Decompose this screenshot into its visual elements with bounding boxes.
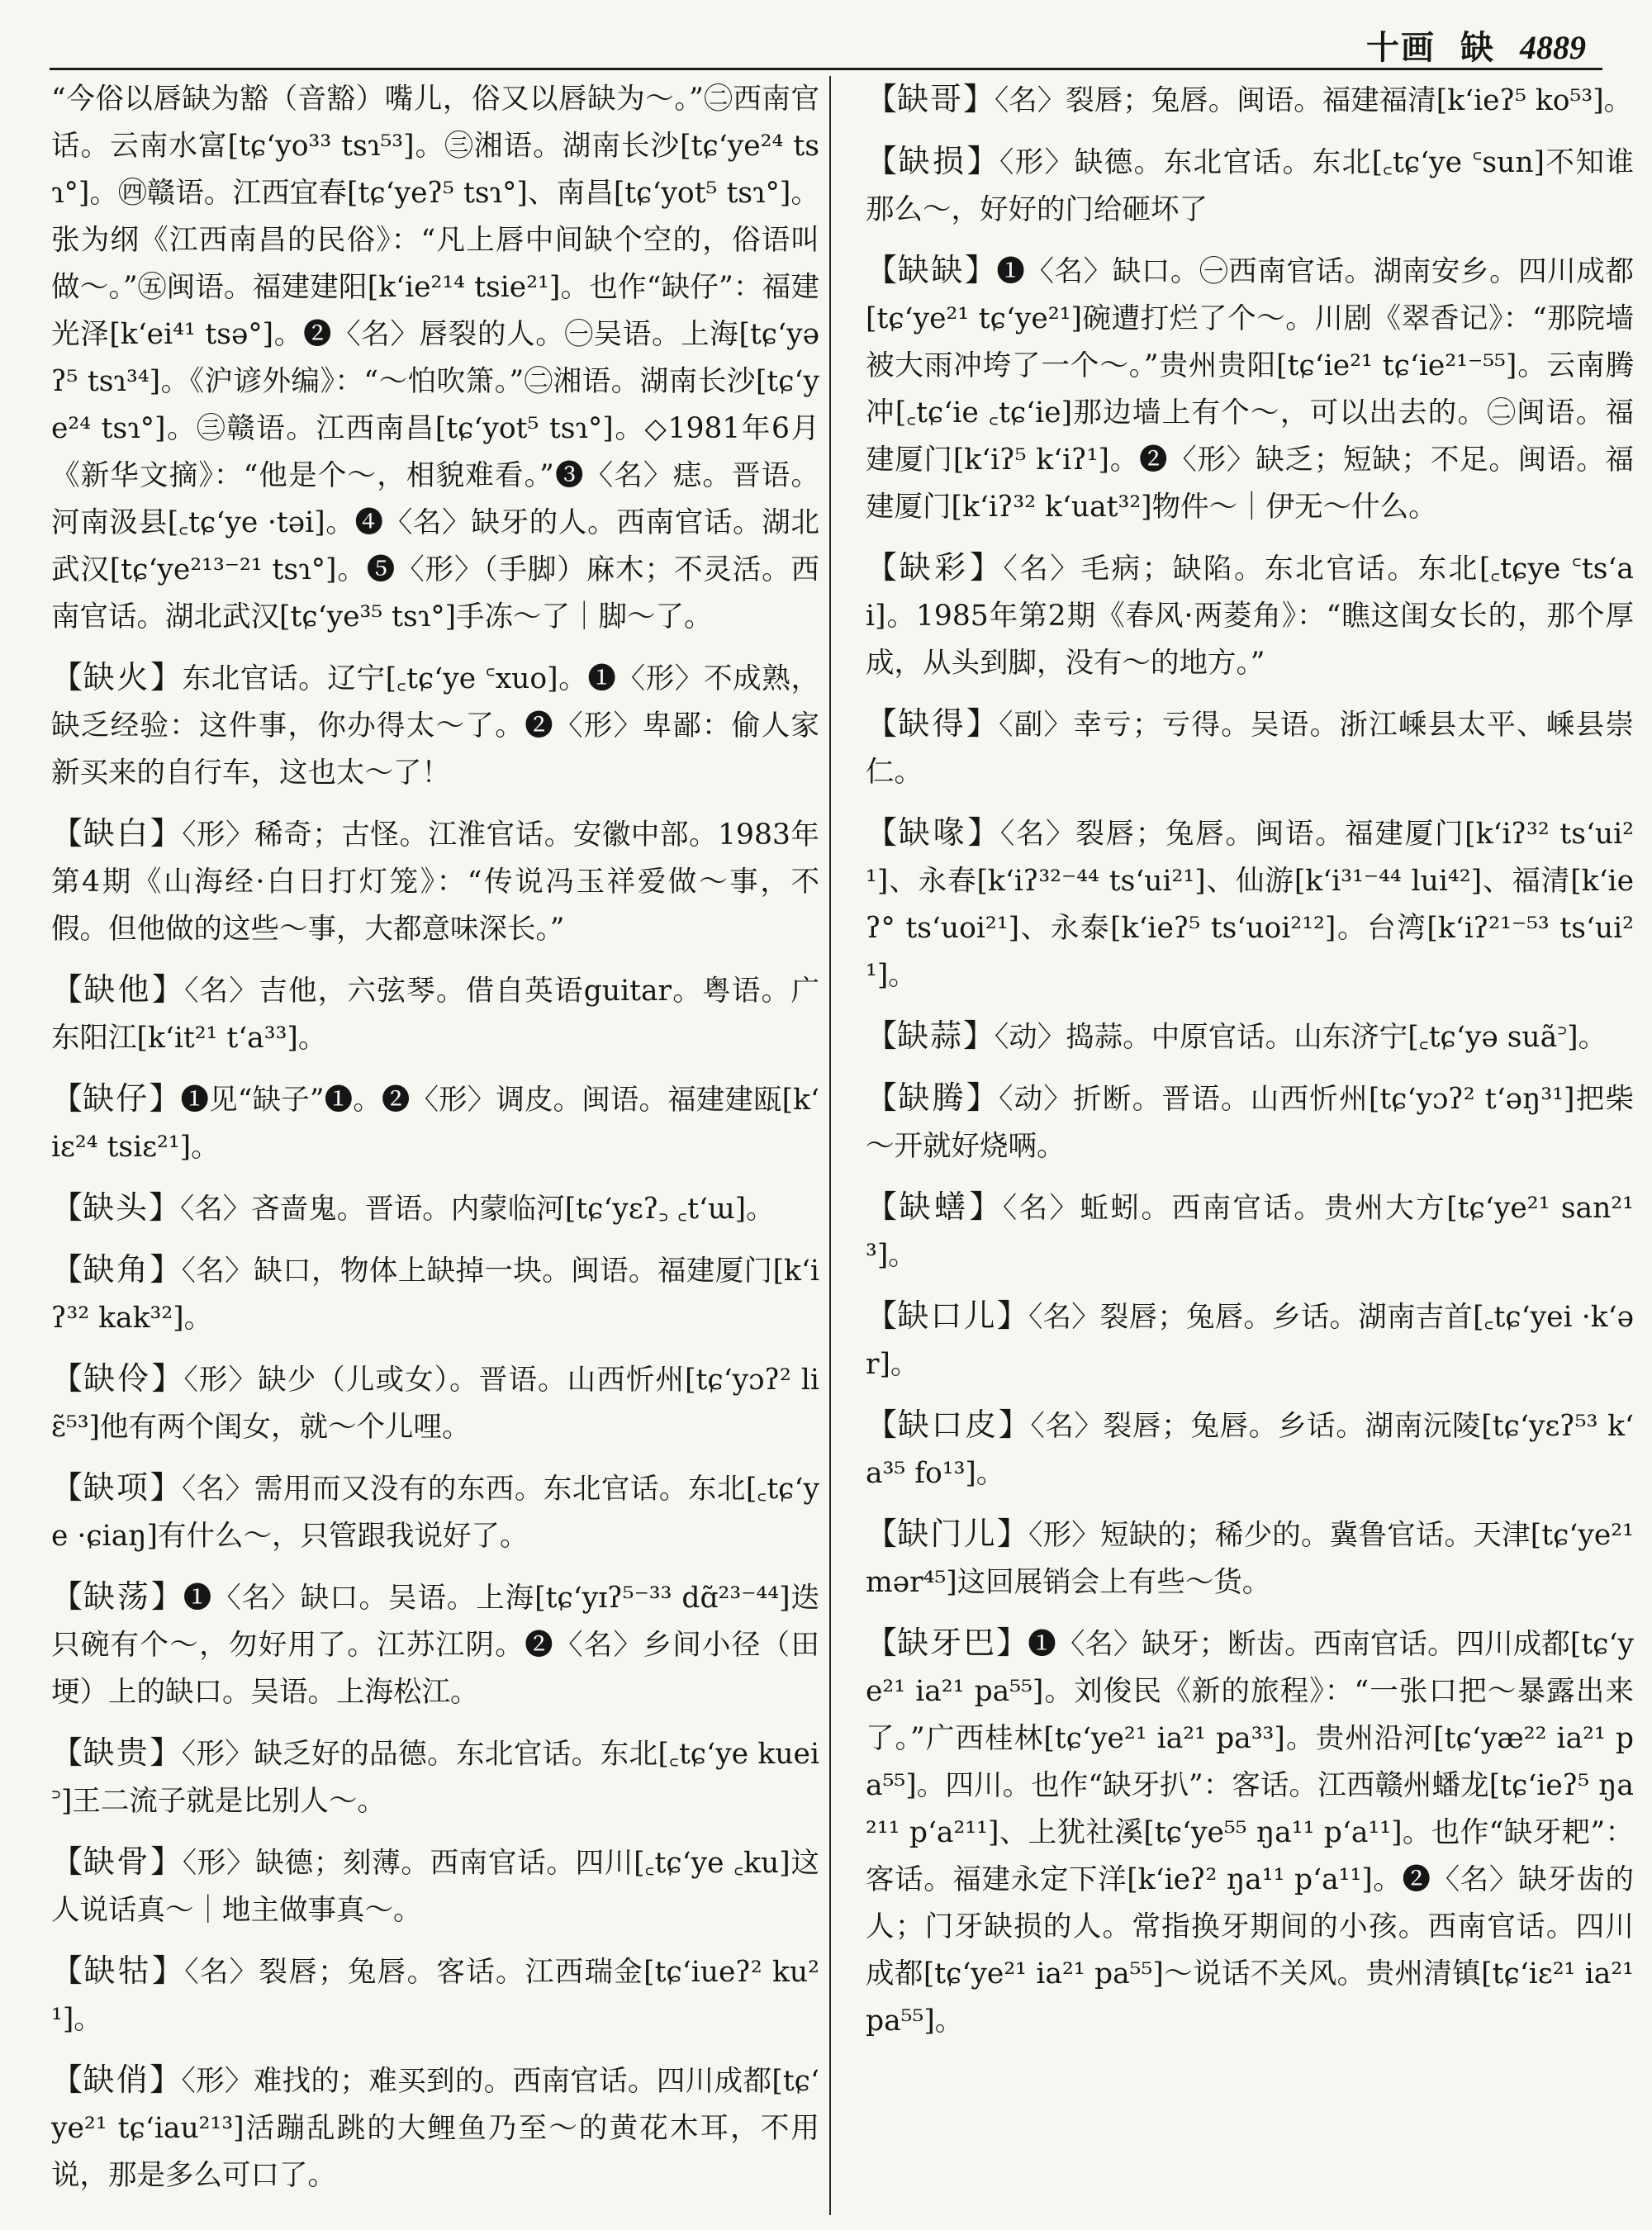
entry-definition: 〈形〉缺德；刻薄。西南官话。四川[꜀tɕʻye ꜀ku]这人说话真～｜地主做事真～。 xyxy=(51,1847,819,1927)
dictionary-entry xyxy=(866,76,1634,125)
dictionary-entry xyxy=(51,1075,819,1171)
entry-definition: ❶〈名〉缺牙；断齿。西南官话。四川成都[tɕʻye²¹ ia²¹ pa⁵⁵]。刘俊民《新的旅程》：“一张口把～暴露出来了。”广西桂林[tɕʻye²¹ ia²¹ pa³³]。贵州沿河[tɕʻyæ²² ia²¹ pa⁵⁵]。四川。也作“缺牙扒”：客话。江西赣州蟠龙[tɕʻieʔ⁵ ŋa²¹¹ pʻa²¹¹]、上犹社溪[tɕʻye⁵⁵ ŋa¹¹ pʻa¹¹]。也作“缺牙耙”：客话。福建永定下洋[kʻieʔ² ŋa¹¹ pʻa¹¹]。❷〈名〉缺牙齿的人；门牙缺损的人。常指换牙期间的小孩。西南官话。四川成都[tɕʻye²¹ ia²¹ pa⁵⁵]～说话不关风。贵州清镇[tɕʻiɛ²¹ ia²¹ pa⁵⁵]。 xyxy=(866,1628,1634,2038)
headword-bracket-open: 【 xyxy=(866,1018,898,1054)
headword-bracket-close: 】 xyxy=(149,1080,181,1117)
headword-bracket-close: 】 xyxy=(966,1079,999,1116)
headword-bracket-open: 【 xyxy=(866,81,898,117)
entry-definition: 〈名〉缺口，物体上缺掉一块。闽语。福建厦门[kʻiʔ³² kak³²]。 xyxy=(51,1255,819,1335)
headword-bracket-open: 【 xyxy=(51,1469,83,1506)
headword: 缺伶 xyxy=(83,1360,152,1397)
header-rule xyxy=(50,68,1602,70)
headword-bracket-open: 【 xyxy=(866,1516,898,1552)
entry-definition: 东北官话。辽宁[꜀tɕʻye ꜂xuo]。❶〈形〉不成熟，缺乏经验：这件事，你办得太～了。❷〈形〉卑鄙：偷人家新买来的自行车，这也太～了！ xyxy=(51,662,819,790)
dictionary-entry xyxy=(51,1839,819,1934)
headword-bracket-open: 【 xyxy=(51,815,83,852)
headword: 缺贵 xyxy=(83,1734,150,1771)
headword-bracket-close: 】 xyxy=(964,252,997,288)
dictionary-entry xyxy=(866,1184,1634,1279)
dictionary-entry xyxy=(51,2057,819,2199)
entry-definition: 〈形〉缺德。东北官话。东北[꜀tɕʻye ꜂sun]不知谁那么～，好好的门给砸坏了 xyxy=(866,146,1634,226)
entry-definition: 〈名〉需用而又没有的东西。东北官话。东北[꜀tɕʻye ·ɕiaŋ]有什么～，只管跟我说好了。 xyxy=(51,1473,819,1553)
entry-definition: ❶〈名〉缺口。㊀西南官话。湖南安乡。四川成都[tɕʻye²¹ tɕʻye²¹]碗遭打烂了个～。川剧《翠香记》：“那院墙被大雨冲垮了一个～。”贵州贵阳[tɕʻie²¹ tɕʻie²¹⁻⁵⁵]。云南腾冲[꜀tɕʻie ꜀tɕʻie]那边墙上有个～，可以出去的。㊁闽语。福建厦门[kʻiʔ⁵ kʻiʔ¹]。❷〈形〉缺乏；短缺；不足。闽语。福建厦门[kʻiʔ³² kʻuat³²]物件～｜伊无～什么。 xyxy=(866,255,1634,524)
dictionary-entry xyxy=(866,1013,1634,1061)
dictionary-entry xyxy=(51,810,819,953)
headword: 缺荡 xyxy=(83,1578,151,1615)
headword-bracket-close: 】 xyxy=(151,1360,184,1397)
headword: 缺牙巴 xyxy=(897,1625,997,1661)
headword-bracket-close: 】 xyxy=(966,143,999,179)
headword-bracket-close: 】 xyxy=(150,1469,183,1506)
dictionary-entry xyxy=(866,809,1634,999)
dictionary-entry xyxy=(866,700,1634,796)
headword-bracket-close: 】 xyxy=(996,1625,1028,1661)
headword-bracket-close: 】 xyxy=(967,814,1000,851)
headword-bracket-close: 】 xyxy=(150,1843,183,1880)
entry-definition: 〈名〉吝啬鬼。晋语。内蒙临河[tɕʻyɛʔ꜆ ꜀tʻɯ]。 xyxy=(180,1193,775,1226)
headword: 缺喙 xyxy=(898,814,968,851)
headword: 缺他 xyxy=(83,971,152,1008)
dictionary-entry xyxy=(51,1355,819,1451)
entry-definition: 〈名〉毛病；缺陷。东北官话。东北[꜀tɕye ꜂tsʻai]。1985年第2期《春风·两菱角》：“瞧这闺女长的，那个厚成，从头到脚，没有～的地方。” xyxy=(866,553,1634,680)
entry-definition: 〈名〉裂唇；兔唇。乡话。湖南沅陵[tɕʻyɛʔ⁵³ kʻa³⁵ fo¹³]。 xyxy=(866,1410,1634,1490)
headword-bracket-open: 【 xyxy=(51,1578,83,1615)
headword: 缺项 xyxy=(83,1469,150,1506)
headword-bracket-close: 】 xyxy=(151,1952,185,1989)
headword: 缺俏 xyxy=(83,2062,150,2098)
headword: 缺损 xyxy=(898,143,967,179)
headword: 缺门儿 xyxy=(897,1516,997,1552)
headword: 缺骨 xyxy=(83,1843,151,1880)
headword-bracket-close: 】 xyxy=(150,1578,183,1615)
entry-definition: ❶见“缺子”❶。❷〈形〉调皮。闽语。福建建瓯[kʻiɛ²⁴ tsiɛ²¹]。 xyxy=(51,1084,819,1164)
entry-definition: ❶〈名〉缺口。吴语。上海[tɕʻyɪʔ⁵⁻³³ dɑ̃²³⁻⁴⁴]迭只碗有个～，勿好用了。江苏江阴。❷〈名〉乡间小径（田埂）上的缺口。吴语。上海松江。 xyxy=(51,1582,819,1709)
dictionary-entry xyxy=(51,1729,819,1825)
entry-definition: 〈动〉折断。晋语。山西忻州[tɕʻyɔʔ² tʻəŋ³¹]把柴～开就好烧唡。 xyxy=(866,1083,1634,1163)
headword-bracket-close: 】 xyxy=(963,1018,995,1054)
headword-bracket-close: 】 xyxy=(969,549,1004,586)
headword-bracket-close: 】 xyxy=(963,81,995,117)
headword-bracket-open: 【 xyxy=(51,971,84,1008)
entry-continuation: “今俗以唇缺为豁（音豁）嘴儿，俗又以唇缺为～。”㊁西南官话。云南水富[tɕʻyo³³ tsɿ⁵³]。㊂湘语。湖南长沙[tɕʻye²⁴ tsɿ°]。㊃赣语。江西宜春[tɕʻyeʔ⁵ tsɿ°]、南昌[tɕʻyot⁵ tsɿ°]。张为纲《江西南昌的民俗》：“凡上唇中间缺个空的，俗语叫做～。”㊄闽语。福建建阳[kʻie²¹⁴ tsie²¹]。也作“缺仔”：福建光泽[kʻei⁴¹ tsə°]。❷〈名〉唇裂的人。㊀吴语。上海[tɕʻyəʔ⁵ tsɿ³⁴]。《沪谚外编》：“～怕吹箫。”㊁湘语。湖南长沙[tɕʻye²⁴ tsɿ°]。㊂赣语。江西南昌[tɕʻyot⁵ tsɿ°]。◇1981年6月《新华文摘》：“他是个～，相貌难看。”❸〈名〉痣。晋语。河南汲县[꜀tɕʻye ·təi]。❹〈名〉缺牙的人。西南官话。湖北武汉[tɕʻye²¹³⁻²¹ tsɿ°]。❺〈形〉（手脚）麻木；不灵活。西南官话。湖北武汉[tɕʻye³⁵ tsɿ°]手冻～了｜脚～了。 xyxy=(51,83,819,633)
headword: 缺火 xyxy=(83,659,150,695)
page-header xyxy=(50,21,1602,69)
headword-bracket-close: 】 xyxy=(998,1407,1031,1443)
entry-definition: 〈名〉吉他，六弦琴。借自英语guitar。粤语。广东阳江[kʻit²¹ tʻa³³]。 xyxy=(51,975,819,1055)
entry-definition: 〈名〉裂唇；兔唇。闽语。福建福清[kʻieʔ⁵ ko⁵³]。 xyxy=(995,84,1633,117)
headword-bracket-close: 】 xyxy=(150,2062,182,2098)
right-column xyxy=(866,76,1634,2215)
headword: 缺彩 xyxy=(899,549,970,586)
headword-bracket-close: 】 xyxy=(150,659,183,695)
page-number: 4889 xyxy=(1520,29,1586,66)
entry-definition: 〈形〉难找的；难买到的。西南官话。四川成都[tɕʻye²¹ tɕʻiau²¹³]活蹦乱跳的大鲤鱼乃至～的黄花木耳，不用说，那是多么可口了。 xyxy=(51,2065,819,2192)
headword-bracket-close: 】 xyxy=(149,1189,181,1226)
headword-bracket-close: 】 xyxy=(150,815,183,852)
column-divider xyxy=(829,76,831,2215)
headword: 缺仔 xyxy=(83,1080,150,1117)
headword: 缺缺 xyxy=(897,252,965,288)
entry-definition: 〈副〉幸亏；亏得。吴语。浙江嵊县太平、嵊县崇仁。 xyxy=(866,709,1634,789)
headword: 缺角 xyxy=(83,1251,150,1288)
entry-definition: 〈形〉短缺的；稀少的。冀鲁官话。天津[tɕʻye²¹ mər⁴⁵]这回展销会上有些～货。 xyxy=(866,1519,1634,1599)
headword-bracket-open: 【 xyxy=(51,1952,84,1989)
headword-bracket-open: 【 xyxy=(866,705,899,742)
headword-bracket-close: 】 xyxy=(151,971,185,1008)
entry-definition: 〈动〉捣蒜。中原官话。山东济宁[꜀tɕʻyə suã꜄]。 xyxy=(995,1021,1607,1054)
entry-definition: 〈名〉裂唇；兔唇。闽语。福建厦门[kʻiʔ³² tsʻui²¹]、永春[kʻiʔ³²⁻⁴⁴ tsʻui²¹]、仙游[kʻi³¹⁻⁴⁴ lui⁴²]、福清[kʻieʔ° tsʻuoi²¹]、永泰[kʻieʔ⁵ tsʻuoi²¹²]。台湾[kʻiʔ²¹⁻⁵³ tsʻui²¹]。 xyxy=(866,818,1634,992)
dictionary-entry xyxy=(866,1402,1634,1497)
headword-bracket-open: 【 xyxy=(866,1298,898,1334)
dictionary-entry xyxy=(51,1464,819,1560)
headword-bracket-open: 【 xyxy=(51,1360,84,1397)
headword-bracket-close: 】 xyxy=(996,1516,1029,1552)
headword: 缺得 xyxy=(898,705,966,742)
headword-bracket-close: 】 xyxy=(996,1298,1029,1334)
headword-bracket-open: 【 xyxy=(51,1843,83,1880)
dictionary-entry xyxy=(51,1573,819,1716)
entry-definition: 〈形〉缺乏好的品德。东北官话。东北[꜀tɕʻye kuei꜄]王二流子就是比别人～。 xyxy=(51,1738,819,1818)
dictionary-entry xyxy=(51,1948,819,2043)
headword: 缺口儿 xyxy=(897,1298,997,1334)
headword-bracket-open: 【 xyxy=(51,1251,83,1288)
headword-bracket-open: 【 xyxy=(866,814,899,851)
headword-bracket-close: 】 xyxy=(969,1189,1003,1225)
dictionary-entry xyxy=(866,138,1634,234)
headword-bracket-open: 【 xyxy=(866,1407,898,1443)
headword: 缺哥 xyxy=(897,81,964,117)
dictionary-entry xyxy=(51,1184,819,1233)
dictionary-entry xyxy=(866,1620,1634,2045)
headword-bracket-open: 【 xyxy=(866,252,898,288)
headword-bracket-close: 】 xyxy=(150,1734,182,1771)
entry-definition: 〈名〉蚯蚓。西南官话。贵州大方[tɕʻye²¹ san²¹³]。 xyxy=(866,1192,1634,1272)
entry-definition: 〈名〉裂唇；兔唇。客话。江西瑞金[tɕʻiueʔ² ku²¹]。 xyxy=(51,1956,819,2036)
left-column xyxy=(51,76,819,2215)
header-character: 缺 xyxy=(1460,29,1495,67)
headword-bracket-open: 【 xyxy=(866,1189,900,1225)
running-head xyxy=(1366,21,1586,69)
headword: 缺腾 xyxy=(898,1079,966,1116)
headword-bracket-open: 【 xyxy=(866,1625,898,1661)
headword: 缺蟮 xyxy=(899,1189,970,1225)
dictionary-entry xyxy=(866,1293,1634,1388)
entry-definition: 〈形〉缺少（儿或女）。晋语。山西忻州[tɕʻyɔʔ² liɛ̃⁵³]他有两个闺女，就～个儿哩。 xyxy=(51,1364,819,1444)
headword-bracket-open: 【 xyxy=(866,1079,899,1116)
dictionary-entry xyxy=(866,544,1634,687)
section-title: 十画 xyxy=(1366,29,1436,67)
headword-bracket-open: 【 xyxy=(51,2062,83,2098)
headword-bracket-close: 】 xyxy=(150,1251,182,1288)
entry-definition: 〈名〉裂唇；兔唇。乡话。湖南吉首[꜀tɕʻyei ·kʻər]。 xyxy=(866,1301,1634,1381)
dictionary-entry xyxy=(866,247,1634,531)
headword-bracket-open: 【 xyxy=(51,659,83,695)
dictionary-entry xyxy=(51,966,819,1062)
headword-bracket-close: 】 xyxy=(966,705,999,742)
headword: 缺头 xyxy=(83,1189,150,1226)
dictionary-entry xyxy=(866,1511,1634,1606)
dictionary-entry xyxy=(866,1075,1634,1170)
headword: 缺口皮 xyxy=(897,1407,999,1443)
entry-definition: 〈形〉稀奇；古怪。江淮官话。安徽中部。1983年第4期《山海经·白日打灯笼》：“传说冯玉祥爱做～事，不假。但他做的这些～事，大都意味深长。” xyxy=(51,818,819,946)
headword-bracket-open: 【 xyxy=(866,143,899,179)
headword-bracket-open: 【 xyxy=(866,549,900,586)
headword: 缺蒜 xyxy=(897,1018,964,1054)
headword: 缺牯 xyxy=(83,1952,152,1989)
headword-bracket-open: 【 xyxy=(51,1080,83,1117)
headword-bracket-open: 【 xyxy=(51,1734,83,1771)
dictionary-entry xyxy=(51,654,819,797)
headword: 缺白 xyxy=(83,815,150,852)
dictionary-entry xyxy=(51,1246,819,1342)
headword-bracket-open: 【 xyxy=(51,1189,83,1226)
